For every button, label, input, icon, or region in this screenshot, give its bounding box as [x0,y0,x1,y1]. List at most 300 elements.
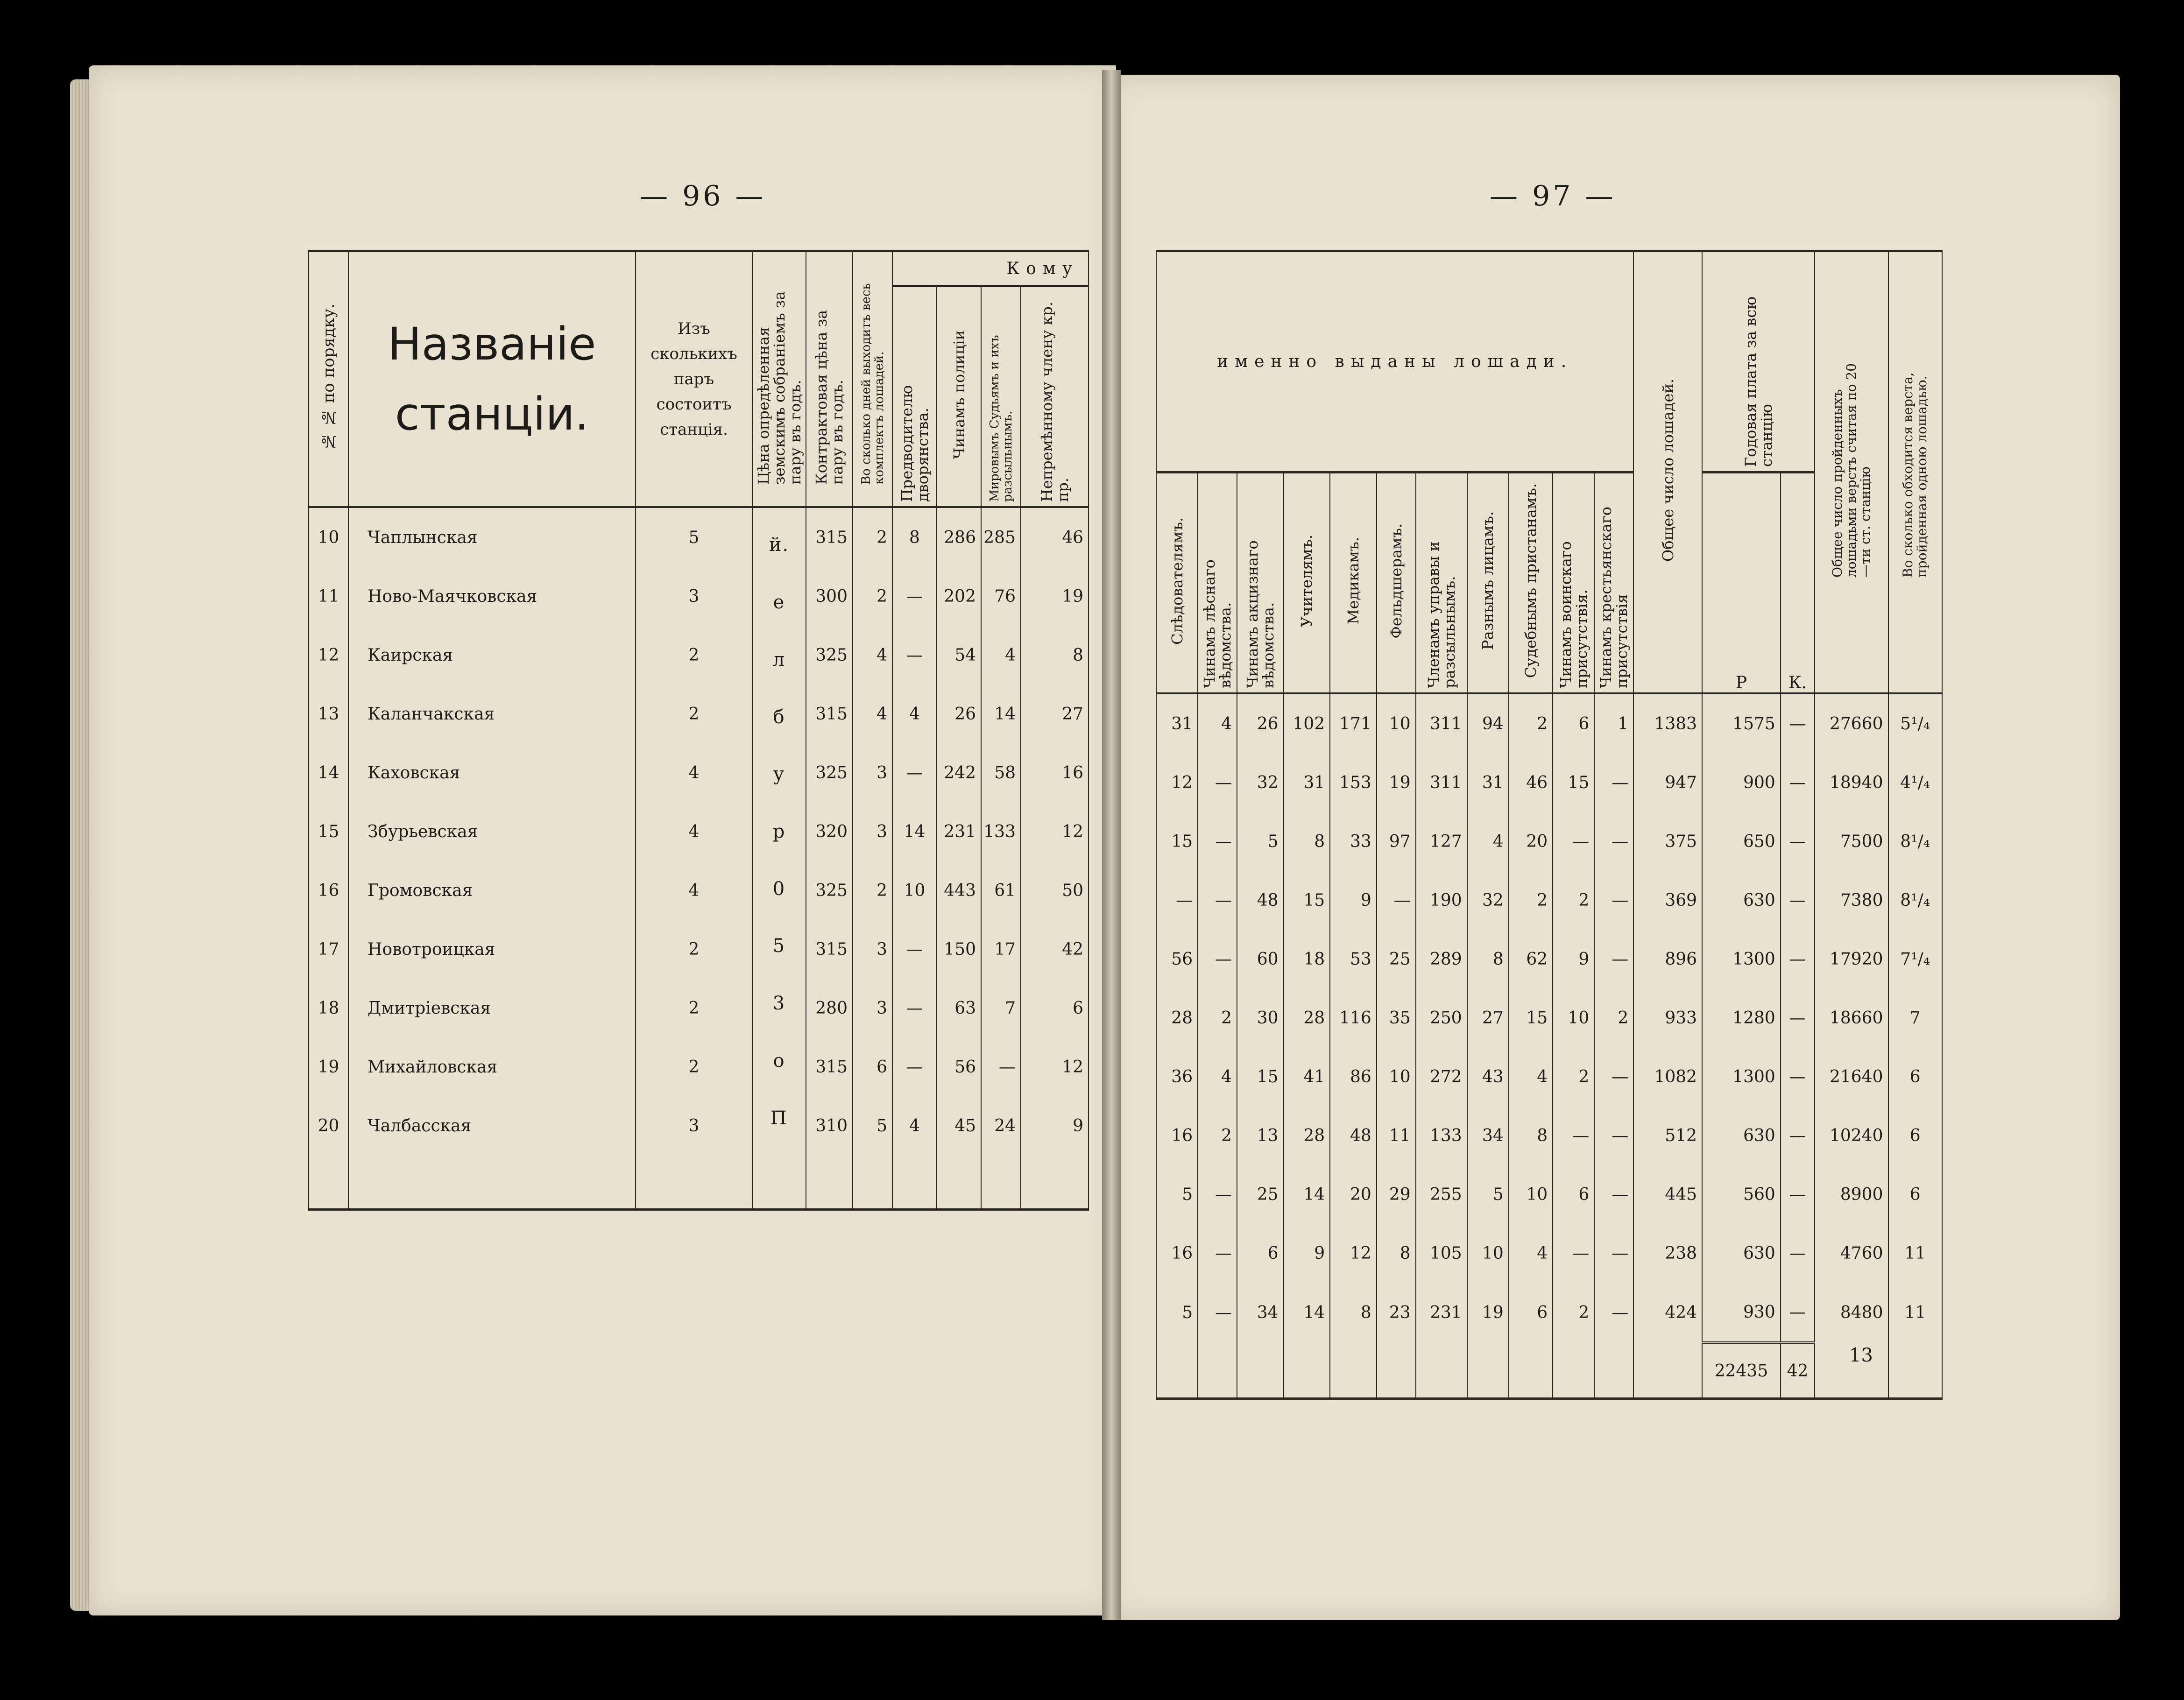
permanent-member-value: 12 [1021,802,1088,861]
table-row [1156,871,1942,930]
total-horses-value: 947 [1633,753,1702,812]
price-glyph: о [773,1050,785,1072]
cost-per-verst-value: 8¹/₄ [1888,812,1943,871]
peasant-value: — [1594,812,1633,871]
uprava-value: 231 [1416,1283,1467,1343]
permanent-member-value: 46 [1021,507,1088,567]
header-court: Судебнымъ пристанамъ. [1509,473,1553,694]
order-number: 19 [309,1037,348,1096]
peasant-value: — [1594,930,1633,988]
header-uprava: Членамъ управы и разсыльнымъ. [1416,473,1467,694]
days-value: 3 [853,979,892,1037]
judges-value: 76 [981,567,1021,626]
days-value: 2 [853,507,892,567]
empty-cell [348,1155,636,1210]
court-value: 62 [1509,930,1553,988]
investigators-value: 15 [1156,812,1198,871]
order-number: 17 [309,920,348,979]
annual-fee-rub-value: 1300 [1702,1047,1781,1106]
total-horses-value: 1082 [1633,1047,1702,1106]
contract-price-value: 310 [806,1096,853,1155]
judges-value: 17 [981,920,1021,979]
total-kop-value: 42 [1781,1343,1815,1399]
total-versts-value: 17920 [1815,930,1888,988]
annual-fee-rub-value: 1300 [1702,930,1781,988]
forest-value: 4 [1198,1047,1237,1106]
total-versts-value: 18660 [1815,988,1888,1047]
feldshers-value: — [1377,871,1416,930]
total-versts-value: 4760 [1815,1224,1888,1283]
price-glyph: б [773,706,785,728]
empty-cell [1467,1343,1509,1399]
empty-cell [937,1155,981,1210]
court-value: 8 [1509,1106,1553,1165]
empty-cell [1237,1343,1284,1399]
header-various: Разнымъ лицамъ. [1467,473,1509,694]
medics-value: 86 [1330,1047,1377,1106]
cost-per-verst-value: 6 [1888,1106,1943,1165]
court-value: 4 [1509,1224,1553,1283]
table-row [309,743,1088,802]
cost-per-verst-value: 11 [1888,1224,1943,1283]
cost-per-verst-value: 11 [1888,1283,1943,1343]
table-row [1156,930,1942,988]
nobility-value: — [892,626,937,684]
empty-cell [1594,1343,1633,1399]
investigators-value: 16 [1156,1106,1198,1165]
police-value: 63 [937,979,981,1037]
header-rub: Р [1702,473,1781,694]
court-value: 2 [1509,871,1553,930]
medics-value: 33 [1330,812,1377,871]
peasant-value: 1 [1594,693,1633,753]
court-value: 20 [1509,812,1553,871]
empty-cell [981,1155,1021,1210]
permanent-member-value: 19 [1021,567,1088,626]
price-glyph: й. [769,534,790,556]
empty-cell [1888,1343,1943,1399]
header-annual-fee: Годовая плата за всю станцію [1702,251,1815,473]
total-versts-value: 8900 [1815,1165,1888,1224]
annual-fee-rub-value: 630 [1702,1224,1781,1283]
total-versts-value: 18940 [1815,753,1888,812]
total-versts-value: 7380 [1815,871,1888,930]
left-table [308,250,1089,1211]
totals-row [1156,1343,1942,1399]
annual-fee-kop-value: — [1781,871,1815,930]
station-name: Новотроицкая [348,920,636,979]
left-page-number: — 96 — [640,180,766,212]
judges-value: 7 [981,979,1021,1037]
police-value: 56 [937,1037,981,1096]
header-military: Чинамъ воинскаго присутствія. [1553,473,1594,694]
total-horses-value: 512 [1633,1106,1702,1165]
table-row [309,861,1088,920]
total-horses-value: 1383 [1633,693,1702,753]
various-value: 27 [1467,988,1509,1047]
empty-cell [1377,1343,1416,1399]
station-name: Каховская [348,743,636,802]
days-value: 6 [853,1037,892,1096]
header-kop: К. [1781,473,1815,694]
military-value: 2 [1553,1047,1594,1106]
judges-value: 61 [981,861,1021,920]
price-glyph: П [770,1107,788,1129]
empty-cell [1509,1343,1553,1399]
empty-cell [853,1155,892,1210]
header-zemstvo-price: Цѣна опредѣленная земскимъ собраніемъ за пару въ годъ. [752,251,806,508]
header-group-komu: Кому [892,251,1088,286]
police-value: 54 [937,626,981,684]
total-rub-value: 22435 [1702,1343,1781,1399]
annual-fee-kop-value: — [1781,1224,1815,1283]
peasant-value: — [1594,753,1633,812]
pairs-value: 5 [636,507,752,567]
various-value: 8 [1467,930,1509,988]
medics-value: 53 [1330,930,1377,988]
price-glyph: е [773,592,785,614]
various-value: 31 [1467,753,1509,812]
military-value: — [1553,812,1594,871]
court-value: 46 [1509,753,1553,812]
feldshers-value: 8 [1377,1224,1416,1283]
annual-fee-rub-value: 650 [1702,812,1781,871]
annual-fee-kop-value: — [1781,1165,1815,1224]
judges-value: — [981,1037,1021,1096]
total-horses-value: 369 [1633,871,1702,930]
station-name: Громовская [348,861,636,920]
judges-value: 4 [981,626,1021,684]
various-value: 4 [1467,812,1509,871]
empty-cell [1633,1343,1702,1399]
nobility-value: — [892,743,937,802]
header-cost-per-verst: Во сколько обходится верста, пройденная одною лошадью. [1888,251,1943,694]
order-number: 18 [309,979,348,1037]
header-feldshers: Фельдшерамъ. [1377,473,1416,694]
permanent-member-value: 12 [1021,1037,1088,1096]
header-medics: Медикамъ. [1330,473,1377,694]
days-value: 2 [853,567,892,626]
header-judges: Мировымъ Судьямъ и ихъ разсыльнымъ. [981,286,1021,508]
station-name: Чаплынская [348,507,636,567]
investigators-value: 12 [1156,753,1198,812]
pairs-value: 3 [636,567,752,626]
excise-value: 34 [1237,1283,1284,1343]
table-row [309,802,1088,861]
pairs-value: 2 [636,979,752,1037]
empty-cell [1416,1343,1467,1399]
teachers-value: 28 [1284,1106,1330,1165]
order-number: 13 [309,684,348,743]
days-value: 3 [853,743,892,802]
header-pairs: Изъ сколькихъ паръ состоитъ станція. [636,251,752,508]
station-name: Дмитріевская [348,979,636,1037]
excise-value: 13 [1237,1106,1284,1165]
header-excise: Чинамъ акцизнаго вѣдомства. [1237,473,1284,694]
header-nobility: Предводителю дворянства. [892,286,937,508]
header-teachers: Учителямъ. [1284,473,1330,694]
uprava-value: 190 [1416,871,1467,930]
pairs-value: 2 [636,684,752,743]
table-row [1156,1047,1942,1106]
table-row [1156,693,1942,753]
table-row [309,567,1088,626]
police-value: 286 [937,507,981,567]
permanent-member-value: 42 [1021,920,1088,979]
header-peasant: Чинамъ крестьянскаго присутствія [1594,473,1633,694]
pairs-value: 4 [636,861,752,920]
annual-fee-rub-value: 560 [1702,1165,1781,1224]
table-row [1156,753,1942,812]
empty-cell [1330,1343,1377,1399]
book-spine [1102,70,1121,1620]
table-footer-row [309,1155,1088,1210]
excise-value: 32 [1237,753,1284,812]
annual-fee-rub-value: 930 [1702,1283,1781,1343]
nobility-value: 8 [892,507,937,567]
various-value: 34 [1467,1106,1509,1165]
price-glyph: 3 [772,993,786,1015]
station-name: Збурьевская [348,802,636,861]
header-group-title: именно выданы лошади. [1156,251,1633,473]
annual-fee-kop-value: — [1781,753,1815,812]
medics-value: 8 [1330,1283,1377,1343]
header-forest: Чинамъ лѣснаго вѣдомства. [1198,473,1237,694]
table-row [309,979,1088,1037]
teachers-value: 8 [1284,812,1330,871]
military-value: 10 [1553,988,1594,1047]
peasant-value: — [1594,871,1633,930]
order-number: 20 [309,1096,348,1155]
contract-price-value: 300 [806,567,853,626]
forest-value: 2 [1198,1106,1237,1165]
order-number: 12 [309,626,348,684]
header-permanent-member: Непремѣнному члену кр. пр. [1021,286,1088,508]
medics-value: 12 [1330,1224,1377,1283]
police-value: 45 [937,1096,981,1155]
contract-price-value: 315 [806,1037,853,1096]
teachers-value: 102 [1284,693,1330,753]
court-value: 6 [1509,1283,1553,1343]
teachers-value: 9 [1284,1224,1330,1283]
uprava-value: 311 [1416,753,1467,812]
cost-per-verst-value: 5¹/₄ [1888,693,1943,753]
police-value: 242 [937,743,981,802]
nobility-value: — [892,979,937,1037]
medics-value: 116 [1330,988,1377,1047]
nobility-value: — [892,1037,937,1096]
table-row [309,1037,1088,1096]
permanent-member-value: 9 [1021,1096,1088,1155]
investigators-value: — [1156,871,1198,930]
various-value: 5 [1467,1165,1509,1224]
teachers-value: 14 [1284,1165,1330,1224]
table-row [309,507,1088,567]
annual-fee-rub-value: 900 [1702,753,1781,812]
forest-value: — [1198,753,1237,812]
uprava-value: 133 [1416,1106,1467,1165]
forest-value: 2 [1198,988,1237,1047]
empty-cell [1156,1343,1198,1399]
teachers-value: 28 [1284,988,1330,1047]
annual-fee-rub-value: 1575 [1702,693,1781,753]
total-versts-value: 27660 [1815,693,1888,753]
contract-price-value: 325 [806,743,853,802]
police-value: 443 [937,861,981,920]
peasant-value: — [1594,1283,1633,1343]
excise-value: 15 [1237,1047,1284,1106]
station-name: Чалбасская [348,1096,636,1155]
table-row [1156,812,1942,871]
permanent-member-value: 8 [1021,626,1088,684]
judges-value: 14 [981,684,1021,743]
military-value: 2 [1553,871,1594,930]
police-value: 231 [937,802,981,861]
annual-fee-kop-value: — [1781,812,1815,871]
various-value: 43 [1467,1047,1509,1106]
uprava-value: 289 [1416,930,1467,988]
order-number: 10 [309,507,348,567]
header-contract-price: Контрактовая цѣна за пару въ годъ. [806,251,853,508]
order-number: 15 [309,802,348,861]
total-versts-value: 7500 [1815,812,1888,871]
excise-value: 30 [1237,988,1284,1047]
cost-per-verst-value: 6 [1888,1165,1943,1224]
military-value: 15 [1553,753,1594,812]
judges-value: 58 [981,743,1021,802]
investigators-value: 28 [1156,988,1198,1047]
empty-cell [752,1155,806,1210]
zemstvo-price-vertical [752,507,806,1155]
annual-fee-kop-value: — [1781,1047,1815,1106]
station-name: Михайловская [348,1037,636,1096]
peasant-value: — [1594,1165,1633,1224]
total-horses-value: 445 [1633,1165,1702,1224]
table-row [1156,988,1942,1047]
nobility-value: 10 [892,861,937,920]
empty-cell [636,1155,752,1210]
nobility-value: 14 [892,802,937,861]
feldshers-value: 19 [1377,753,1416,812]
feldshers-value: 29 [1377,1165,1416,1224]
uprava-value: 311 [1416,693,1467,753]
contract-price-value: 325 [806,626,853,684]
excise-value: 25 [1237,1165,1284,1224]
signature-number: 13 [1849,1345,1873,1366]
total-horses-value: 375 [1633,812,1702,871]
total-horses-value: 238 [1633,1224,1702,1283]
teachers-value: 41 [1284,1047,1330,1106]
order-number: 14 [309,743,348,802]
forest-value: — [1198,930,1237,988]
forest-value: — [1198,871,1237,930]
feldshers-value: 25 [1377,930,1416,988]
empty-cell [892,1155,937,1210]
permanent-member-value: 6 [1021,979,1088,1037]
forest-value: — [1198,1224,1237,1283]
forest-value: — [1198,812,1237,871]
annual-fee-kop-value: — [1781,1283,1815,1343]
table-row [309,1096,1088,1155]
military-value: 9 [1553,930,1594,988]
pairs-value: 3 [636,1096,752,1155]
uprava-value: 127 [1416,812,1467,871]
police-value: 202 [937,567,981,626]
cost-per-verst-value: 6 [1888,1047,1943,1106]
judges-value: 24 [981,1096,1021,1155]
teachers-value: 31 [1284,753,1330,812]
pairs-value: 4 [636,802,752,861]
days-value: 3 [853,920,892,979]
total-versts-value: 8480 [1815,1283,1888,1343]
nobility-value: — [892,920,937,979]
price-glyph: 5 [772,935,786,957]
feldshers-value: 35 [1377,988,1416,1047]
uprava-value: 255 [1416,1165,1467,1224]
various-value: 10 [1467,1224,1509,1283]
contract-price-value: 315 [806,920,853,979]
peasant-value: — [1594,1224,1633,1283]
military-value: 2 [1553,1283,1594,1343]
medics-value: 171 [1330,693,1377,753]
station-name: Ново-Маячковская [348,567,636,626]
contract-price-value: 315 [806,507,853,567]
various-value: 94 [1467,693,1509,753]
header-total-horses: Общее число лошадей. [1633,251,1702,694]
total-versts-value: 10240 [1815,1106,1888,1165]
forest-value: — [1198,1283,1237,1343]
court-value: 4 [1509,1047,1553,1106]
contract-price-value: 315 [806,684,853,743]
investigators-value: 36 [1156,1047,1198,1106]
table-row [309,626,1088,684]
cost-per-verst-value: 4¹/₄ [1888,753,1943,812]
peasant-value: 2 [1594,988,1633,1047]
investigators-value: 56 [1156,930,1198,988]
investigators-value: 5 [1156,1165,1198,1224]
court-value: 10 [1509,1165,1553,1224]
cost-per-verst-value: 7 [1888,988,1943,1047]
price-glyph: л [772,649,786,670]
total-versts-value: 21640 [1815,1047,1888,1106]
investigators-value: 31 [1156,693,1198,753]
nobility-value: 4 [892,684,937,743]
peasant-value: — [1594,1106,1633,1165]
days-value: 3 [853,802,892,861]
annual-fee-kop-value: — [1781,693,1815,753]
excise-value: 6 [1237,1224,1284,1283]
various-value: 32 [1467,871,1509,930]
uprava-value: 272 [1416,1047,1467,1106]
price-glyph: р [772,820,786,842]
annual-fee-kop-value: — [1781,1106,1815,1165]
total-horses-value: 424 [1633,1283,1702,1343]
military-value: 6 [1553,693,1594,753]
investigators-value: 5 [1156,1283,1198,1343]
medics-value: 153 [1330,753,1377,812]
header-police: Чинамъ полиціи [937,286,981,508]
order-number: 16 [309,861,348,920]
right-page-number: — 97 — [1490,180,1616,212]
header-days: Во сколько дней выходитъ весь комплектъ лошадей. [853,251,892,508]
pairs-value: 4 [636,743,752,802]
court-value: 2 [1509,693,1553,753]
days-value: 4 [853,684,892,743]
order-number: 11 [309,567,348,626]
contract-price-value: 320 [806,802,853,861]
teachers-value: 15 [1284,871,1330,930]
feldshers-value: 97 [1377,812,1416,871]
